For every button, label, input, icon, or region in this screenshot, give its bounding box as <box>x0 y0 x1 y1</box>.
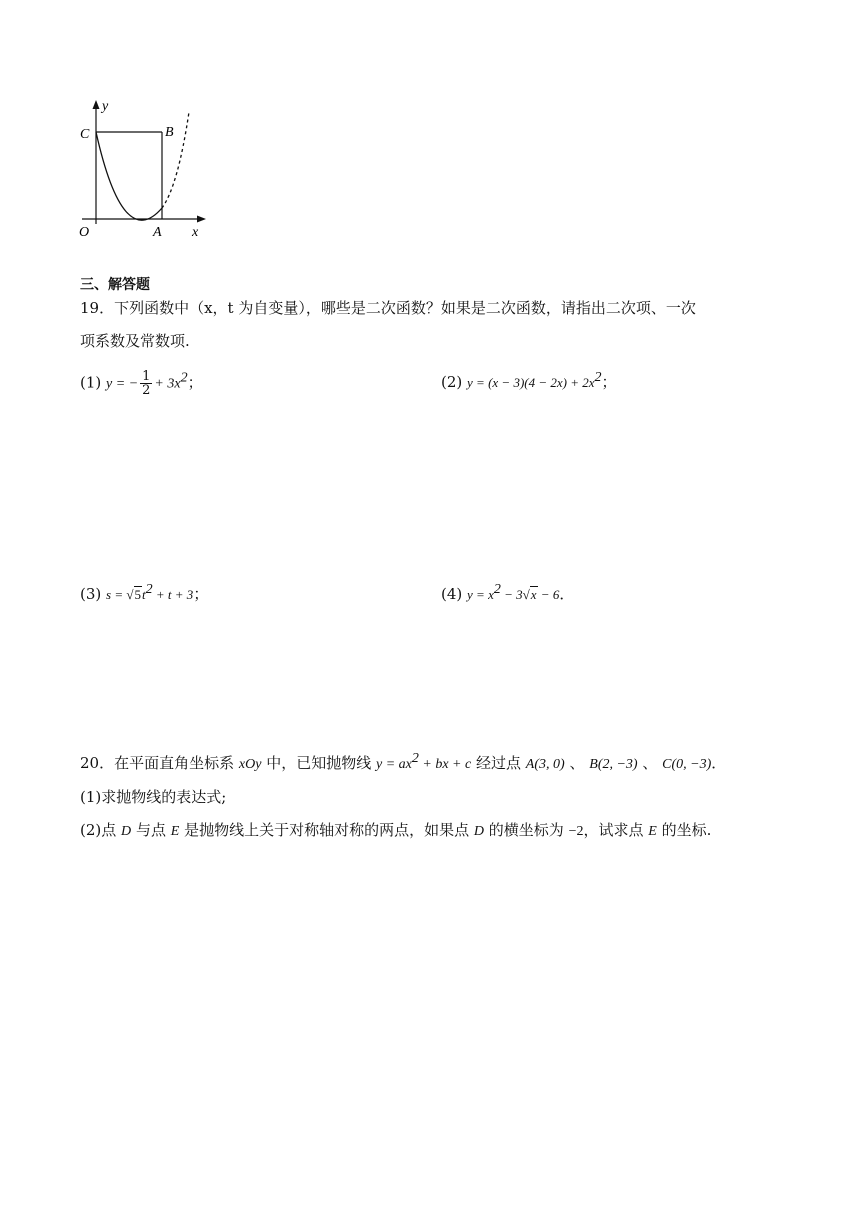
q19-item-2-label: (2) <box>441 373 463 391</box>
q20-part2-d3: 的横坐标为 <box>488 821 564 839</box>
q19-item-4-label: (4) <box>441 585 463 603</box>
q19-item-2-exp: 2 <box>594 370 602 385</box>
q20-part2 <box>80 820 711 842</box>
q20-part2-d: D <box>121 824 132 839</box>
q20-part2-g: 的坐标. <box>661 821 712 839</box>
q20-sep2: 、 <box>642 754 658 772</box>
q19-item-2-expr: y = (x − 3)(4 − 2x) + 2x <box>467 375 595 390</box>
label-c: C <box>80 127 90 142</box>
q20-sep1: 、 <box>569 754 585 772</box>
q20-stem-a: 在平面直角坐标系 <box>114 754 235 772</box>
q20-part2-c: 是抛物线上关于对称轴对称的两点，如果点 <box>184 821 470 839</box>
q19-item-4-mid: − 3 <box>500 587 523 602</box>
q19-item-3-exp: 2 <box>145 582 153 597</box>
label-b: B <box>165 125 174 140</box>
q20-stem-c: 经过点 <box>476 754 522 772</box>
q20-stem-end: ． <box>711 754 727 772</box>
label-o: O <box>79 225 90 240</box>
q19-item-3 <box>80 584 208 605</box>
q20-part2-a: (2)点 <box>80 821 117 839</box>
q19-stem-line2: 项系数及常数项. <box>80 332 190 350</box>
q20-part2-e: E <box>170 824 180 839</box>
q20-stem <box>80 753 726 775</box>
q19-number: 19． <box>80 299 115 317</box>
x-axis-arrow <box>197 216 206 223</box>
q20-part2-f: ，试求点 <box>583 821 644 839</box>
q19-item-4-exp: 2 <box>493 582 501 597</box>
q20-part2-e2: E <box>648 824 657 839</box>
q20-parabola-rhs: + bx + c <box>418 757 472 772</box>
q19-item-2 <box>441 372 617 393</box>
q19-item-1-lhs: y = − <box>106 376 139 392</box>
q19-item-1 <box>80 370 203 397</box>
q19-item-1-label: (1) <box>80 373 102 392</box>
q20-parabola-lhs: y = ax <box>376 757 412 772</box>
q20-parabola-exp: 2 <box>411 751 419 766</box>
label-a: A <box>153 225 162 240</box>
q19-item-1-exp: 2 <box>180 370 188 386</box>
q20-part2-d2: D <box>473 824 484 839</box>
parabola-solid <box>96 132 162 220</box>
q20-stem-b: 中，已知抛物线 <box>266 754 372 772</box>
q19-stem-line1 <box>80 298 696 318</box>
q19-item-4-end: ． <box>559 585 575 603</box>
q19-item-2-end: ； <box>601 373 617 391</box>
label-y: y <box>102 99 109 114</box>
q20-part2-b: 与点 <box>135 821 166 839</box>
q19-item-1-frac-den: 2 <box>142 383 151 398</box>
q19-item-3-rhs: + t + 3 <box>152 587 194 602</box>
q19-item-3-mid: t <box>142 587 146 602</box>
section-title: 三、解答题 <box>80 277 150 293</box>
q20-part2-val: −2 <box>568 824 584 839</box>
q19-item-1-frac-num: 1 <box>142 369 151 384</box>
q19-item-3-root: 5 <box>134 587 142 602</box>
q19-item-4 <box>441 584 574 605</box>
q19-item-4-root: x <box>530 587 537 602</box>
sqrt-icon: √ <box>522 587 530 602</box>
q20-point-a: A(3, 0) <box>525 757 565 772</box>
q20-part1: (1)求抛物线的表达式; <box>80 788 227 806</box>
q20-point-c: C(0, −3) <box>662 757 712 772</box>
q19-item-3-label: (3) <box>80 585 102 603</box>
q20-coord-sys: xOy <box>238 757 262 772</box>
q19-item-4-lhs: y = x <box>467 587 494 602</box>
q20-point-b: B(2, −3) <box>589 757 638 772</box>
label-x: x <box>192 225 199 240</box>
q19-item-1-fraction <box>140 370 152 397</box>
q19-item-3-end: ； <box>193 585 209 603</box>
q19-item-4-rhs: − 6 <box>537 587 560 602</box>
sqrt-icon: √ <box>126 587 134 602</box>
q19-stem-text1: 下列函数中（x，t 为自变量），哪些是二次函数？如果是二次函数，请指出二次项、一次 <box>114 299 696 317</box>
parabola-figure <box>74 98 214 243</box>
q19-item-1-rhs: + 3x <box>154 376 181 392</box>
q19-item-1-end: ； <box>187 373 203 392</box>
y-axis-arrow <box>93 100 100 109</box>
q19-item-3-lhs: s = <box>106 587 127 602</box>
q20-number: 20． <box>80 754 115 772</box>
